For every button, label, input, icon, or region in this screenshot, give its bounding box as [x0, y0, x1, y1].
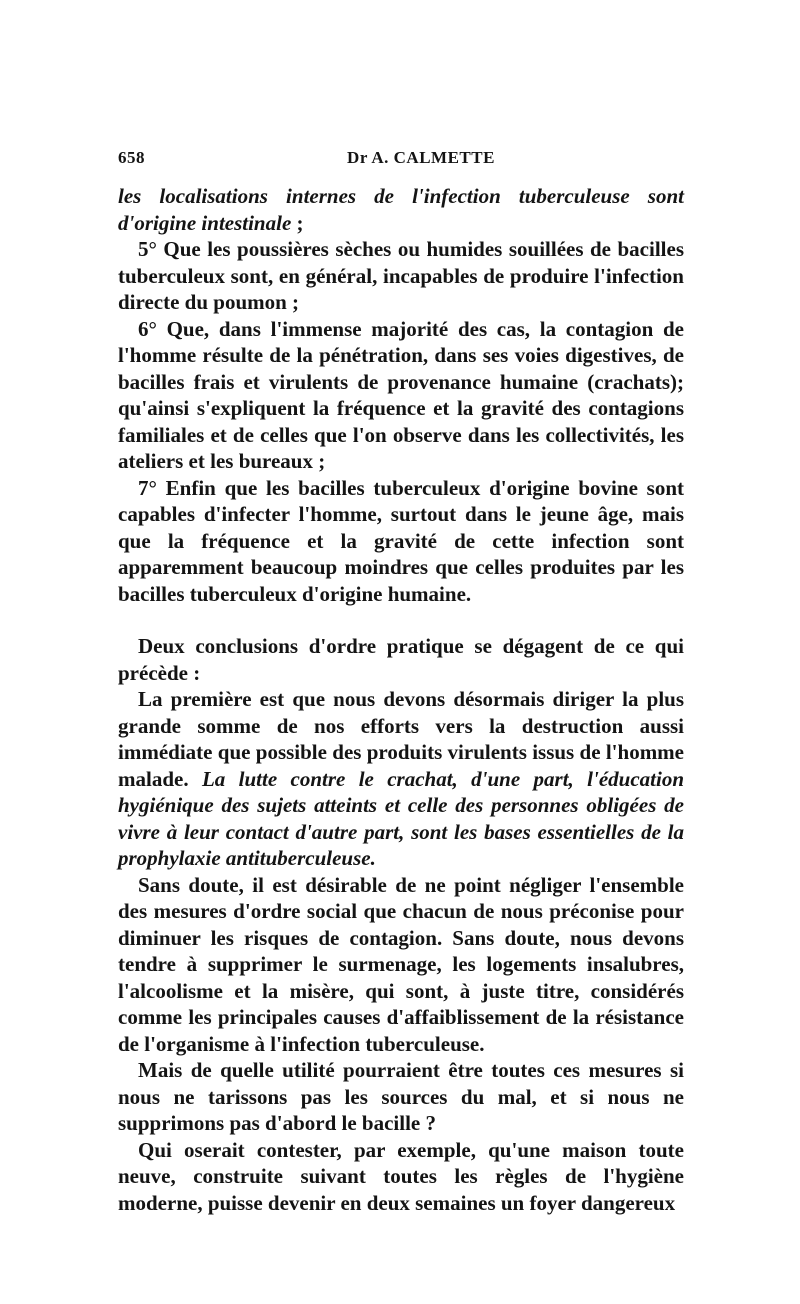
italic-text: les localisations internes de l'infection tuberculeuse sont d'origine intestinale — [118, 184, 684, 235]
paragraph-conclusions-intro: Deux conclusions d'ordre pratique se dégagent de ce qui précède : — [118, 634, 684, 685]
paragraph-example: Qui oserait contester, par exemple, qu'une maison toute neuve, construite suivant toutes les règles de l'hygiène moderne, puisse devenir en deux semaines un foyer dangereux — [118, 1137, 684, 1215]
paragraph-point-7: 7° Enfin que les bacilles tuberculeux d'origine bovine sont capables d'infecter l'homme, surtout dans le jeune âge, mais que la fréquence et la gravité de cette infection sont apparemment beaucoup moindres que celles produites par les bacilles tuberculeux d'origine humaine. — [118, 475, 684, 606]
running-head — [118, 148, 684, 172]
page-number: 658 — [118, 148, 145, 167]
paragraph-point-5: 5° Que les poussières sèches ou humides souillées de bacilles tuberculeux sont, en général, incapables de produire l'infection directe du poumon ; — [118, 237, 684, 314]
paragraph-social-measures: Sans doute, il est désirable de ne point négliger l'ensemble des mesures d'ordre social que chacun de nous préconise pour diminuer les risques de contagion. Sans doute, nous devons tendre à supprimer le surmenage, les logements insalubres, l'alcoolisme et la misère, qui sont, à juste titre, considérés comme les principales causes d'affaiblissement de la résistance de l'organisme à l'infection tuberculeuse. — [118, 872, 684, 1056]
paragraph-tail: ; — [291, 210, 304, 235]
paragraph-point-6: 6° Que, dans l'immense majorité des cas, la contagion de l'homme résulte de la pénétration, dans ses voies digestives, de bacilles frais et virulents de provenance humaine (crachats); qu'ainsi s'expliquent la fréquence et la gravité des contagions familiales et de celles que l'on observe dans les collectivités, les ateliers et les bureaux ; — [118, 316, 684, 473]
paragraph-utility-question: Mais de quelle utilité pourraient être toutes ces mesures si nous ne tarissons pas les sources du mal, et si nous ne supprimons pas d'abord le bacille ? — [118, 1058, 684, 1135]
paragraph-first-conclusion — [118, 686, 684, 872]
paragraph-continuation — [118, 183, 684, 236]
paragraph-text: La première est que nous devons désormais diriger la plus grande somme de nos efforts vers la destruction aussi immédiate que possible des produits virulents issus de l'homme malade. — [118, 687, 684, 791]
italic-text: La lutte contre le crachat, d'une part, l'éducation hygiénique des sujets atteints et celle des personnes obligées de vivre à leur contact d'autre part, sont les bases essentielles de la prophylaxie antituberculeuse. — [118, 766, 685, 870]
running-title: Dr A. CALMETTE — [347, 148, 495, 167]
body-text — [118, 183, 684, 1216]
